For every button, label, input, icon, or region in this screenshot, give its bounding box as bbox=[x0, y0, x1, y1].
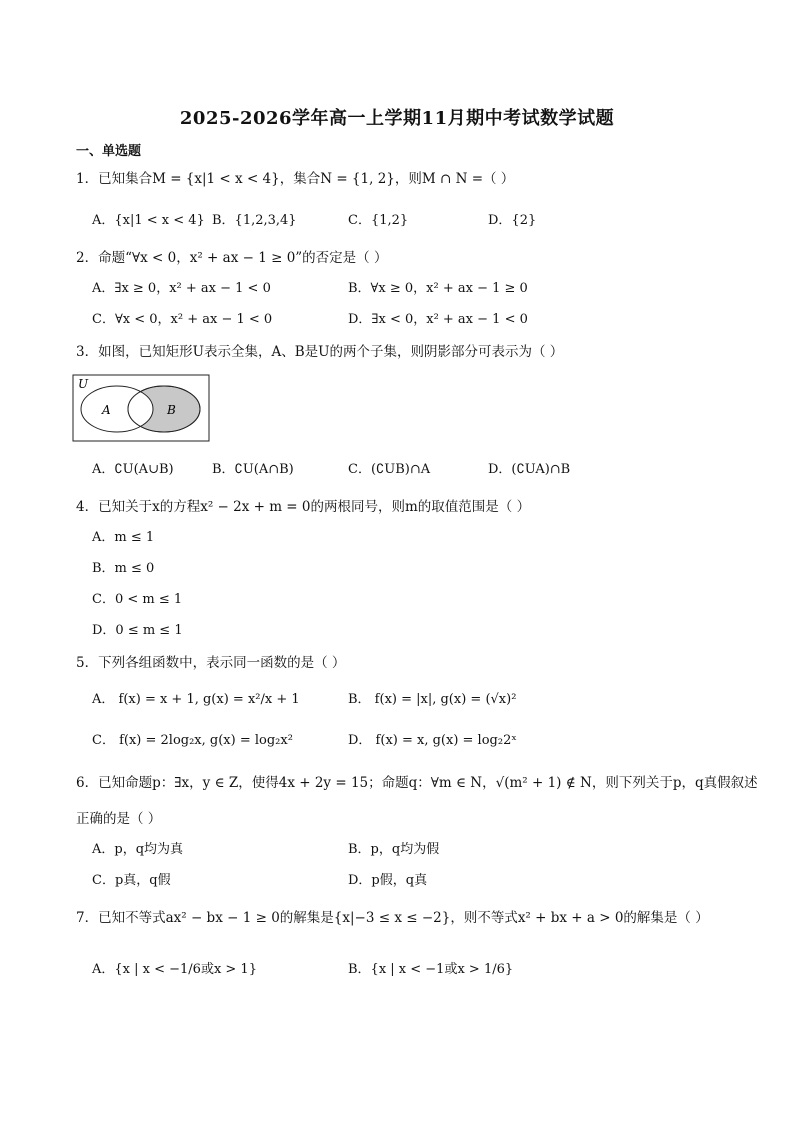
question-6-stem-continued: 正确的是（ ） bbox=[76, 811, 162, 827]
question-4-stem: 4．已知关于x的方程x² − 2x + m = 0的两根同号，则m的取值范围是（ ） bbox=[76, 499, 531, 515]
question-6-option-d: D．p假，q真 bbox=[348, 873, 428, 888]
question-5-option-d: D． f(x) = x, g(x) = log₂2ˣ bbox=[348, 733, 517, 748]
question-1-stem: 1．已知集合M = {x|1 < x < 4}，集合N = {1, 2}，则M ∩ N =（ ） bbox=[76, 171, 515, 187]
question-2-option-c: C．∀x < 0，x² + ax − 1 < 0 bbox=[92, 312, 273, 327]
question-5-option-a: A． f(x) = x + 1, g(x) = x²/x + 1 bbox=[92, 692, 300, 707]
question-1-option-b: B．{1,2,3,4} bbox=[212, 213, 297, 228]
question-5-option-c: C． f(x) = 2log₂x, g(x) = log₂x² bbox=[92, 733, 293, 748]
question-6-stem: 6．已知命题p：∃x，y ∈ Z，使得4x + 2y = 15；命题q：∀m ∈ N，√(m² + 1) ∉ N，则下列关于p，q真假叙述 bbox=[76, 775, 758, 791]
question-4-option-c: C．0 < m ≤ 1 bbox=[92, 592, 183, 607]
question-2-option-d: D．∃x < 0，x² + ax − 1 < 0 bbox=[348, 312, 528, 327]
question-2-stem: 2．命题“∀x < 0，x² + ax − 1 ≥ 0”的否定是（ ） bbox=[76, 250, 388, 266]
question-3-option-d: D．(∁UA)∩B bbox=[488, 462, 571, 477]
question-4-option-d: D．0 ≤ m ≤ 1 bbox=[92, 623, 183, 638]
question-5-option-b: B． f(x) = |x|, g(x) = (√x)² bbox=[348, 692, 517, 707]
question-7-stem: 7．已知不等式ax² − bx − 1 ≥ 0的解集是{x|−3 ≤ x ≤ −2}，则不等式x² + bx + a > 0的解集是（ ） bbox=[76, 910, 709, 926]
question-2-option-b: B．∀x ≥ 0，x² + ax − 1 ≥ 0 bbox=[348, 281, 528, 296]
question-1-option-c: C．{1,2} bbox=[348, 213, 409, 228]
venn-label-b: B bbox=[167, 403, 176, 417]
question-3-stem: 3．如图，已知矩形U表示全集，A、B是U的两个子集，则阴影部分可表示为（ ） bbox=[76, 344, 564, 360]
question-1-option-d: D．{2} bbox=[488, 213, 537, 228]
question-3-option-b: B．∁U(A∩B) bbox=[212, 462, 294, 477]
question-4-option-b: B．m ≤ 0 bbox=[92, 561, 155, 576]
venn-label-u: U bbox=[78, 377, 89, 391]
section-heading: 一、单选题 bbox=[76, 144, 142, 159]
question-6-option-b: B．p，q均为假 bbox=[348, 842, 440, 857]
question-1-option-a: A．{x|1 < x < 4} bbox=[92, 213, 205, 228]
venn-label-a: A bbox=[102, 403, 111, 417]
venn-diagram bbox=[72, 374, 212, 444]
question-5-stem: 5．下列各组函数中，表示同一函数的是（ ） bbox=[76, 655, 346, 671]
question-6-option-a: A．p，q均为真 bbox=[92, 842, 184, 857]
question-4-option-a: A．m ≤ 1 bbox=[92, 530, 155, 545]
question-6-option-c: C．p真，q假 bbox=[92, 873, 171, 888]
question-2-option-a: A．∃x ≥ 0，x² + ax − 1 < 0 bbox=[92, 281, 271, 296]
question-7-option-b: B．{x | x < −1或x > 1/6} bbox=[348, 962, 514, 977]
question-3-option-c: C．(∁UB)∩A bbox=[348, 462, 431, 477]
page-title: 2025-2026学年高一上学期11月期中考试数学试题 bbox=[179, 108, 615, 129]
question-7-option-a: A．{x | x < −1/6或x > 1} bbox=[92, 962, 257, 977]
question-3-option-a: A．∁U(A∪B) bbox=[92, 462, 174, 477]
